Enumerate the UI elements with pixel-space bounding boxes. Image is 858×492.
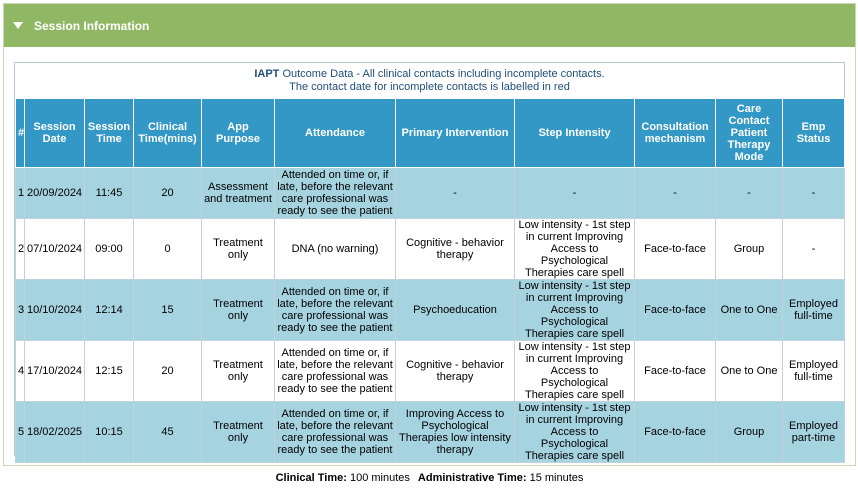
- cell-clinical-time: 0: [134, 219, 202, 280]
- time-summary: [15, 463, 844, 492]
- cell-session-time: 09:00: [85, 219, 134, 280]
- cell-attendance: Attended on time or, if late, before the relevant care professional was ready to see the patient: [275, 168, 396, 219]
- cell-therapy-mode: One to One: [716, 341, 783, 402]
- cell-consultation-mechanism: Face-to-face: [635, 280, 716, 341]
- session-information-panel: [3, 3, 856, 484]
- col-header-session-time: Session Time: [85, 99, 134, 168]
- cell-clinical-time: 45: [134, 402, 202, 463]
- cell-primary-intervention: Cognitive - behavior therapy: [396, 219, 515, 280]
- caption-line-1: [15, 68, 844, 81]
- cell-clinical-time: 20: [134, 168, 202, 219]
- cell-clinical-time: 20: [134, 341, 202, 402]
- caption-prefix: IAPT: [254, 67, 280, 80]
- cell-index: 2: [16, 219, 25, 280]
- cell-step-intensity: Low intensity - 1st step in current Improving Access to Psychological Therapies care spell: [515, 341, 635, 402]
- cell-index: 4: [16, 341, 25, 402]
- sessions-table: [15, 98, 845, 463]
- col-header-consultation-mechanism: Consultation mechanism: [635, 99, 716, 168]
- caption-line-2: The contact date for incomplete contacts is labelled in red: [289, 80, 570, 93]
- cell-step-intensity: Low intensity - 1st step in current Improving Access to Psychological Therapies care spell: [515, 402, 635, 463]
- cell-app-purpose: Treatment only: [202, 341, 275, 402]
- col-header-primary-intervention: Primary Intervention: [396, 99, 515, 168]
- cell-primary-intervention: Improving Access to Psychological Therapies low intensity therapy: [396, 402, 515, 463]
- table-row: [16, 168, 845, 219]
- cell-session-date: 18/02/2025: [25, 402, 85, 463]
- cell-consultation-mechanism: Face-to-face: [635, 341, 716, 402]
- col-header-attendance: Attendance: [275, 99, 396, 168]
- cell-therapy-mode: One to One: [716, 280, 783, 341]
- cell-session-time: 12:14: [85, 280, 134, 341]
- cell-emp-status: Employed full-time: [783, 341, 845, 402]
- cell-consultation-mechanism: Face-to-face: [635, 402, 716, 463]
- table-row: [16, 341, 845, 402]
- cell-session-time: 10:15: [85, 402, 134, 463]
- cell-step-intensity: -: [515, 168, 635, 219]
- cell-index: 3: [16, 280, 25, 341]
- cell-primary-intervention: Cognitive - behavior therapy: [396, 341, 515, 402]
- table-caption: [15, 63, 844, 98]
- cell-primary-intervention: -: [396, 168, 515, 219]
- table-row: [16, 219, 845, 280]
- cell-session-time: 12:15: [85, 341, 134, 402]
- col-header-index: #: [16, 99, 25, 168]
- cell-session-date: 07/10/2024: [25, 219, 85, 280]
- cell-therapy-mode: -: [716, 168, 783, 219]
- cell-emp-status: Employed part-time: [783, 402, 845, 463]
- cell-emp-status: -: [783, 168, 845, 219]
- cell-attendance: DNA (no warning): [275, 219, 396, 280]
- cell-emp-status: Employed full-time: [783, 280, 845, 341]
- cell-index: 1: [16, 168, 25, 219]
- col-header-step-intensity: Step Intensity: [515, 99, 635, 168]
- col-header-therapy-mode: Care Contact Patient Therapy Mode: [716, 99, 783, 168]
- clinical-time-value: 100 minutes: [349, 471, 410, 484]
- cell-therapy-mode: Group: [716, 219, 783, 280]
- cell-consultation-mechanism: -: [635, 168, 716, 219]
- cell-clinical-time: 15: [134, 280, 202, 341]
- collapse-triangle-icon[interactable]: [13, 22, 23, 29]
- col-header-app-purpose: App Purpose: [202, 99, 275, 168]
- clinical-time-summary: [276, 472, 410, 484]
- caption-line-1-text: Outcome Data - All clinical contacts including incomplete contacts.: [279, 67, 605, 80]
- col-header-emp-status: Emp Status: [783, 99, 845, 168]
- table-header-row: [16, 99, 845, 168]
- cell-session-date: 17/10/2024: [25, 341, 85, 402]
- administrative-time-label: Administrative Time:: [417, 471, 527, 484]
- clinical-time-label: Clinical Time:: [275, 471, 347, 484]
- cell-session-date: 10/10/2024: [25, 280, 85, 341]
- cell-step-intensity: Low intensity - 1st step in current Improving Access to Psychological Therapies care spell: [515, 280, 635, 341]
- cell-app-purpose: Treatment only: [202, 280, 275, 341]
- cell-index: 5: [16, 402, 25, 463]
- cell-therapy-mode: Group: [716, 402, 783, 463]
- session-information-header[interactable]: [4, 4, 855, 47]
- cell-app-purpose: Treatment only: [202, 402, 275, 463]
- panel-title: Session Information: [34, 18, 150, 33]
- col-header-session-date: Session Date: [25, 99, 85, 168]
- table-row: [16, 280, 845, 341]
- cell-primary-intervention: Psychoeducation: [396, 280, 515, 341]
- cell-consultation-mechanism: Face-to-face: [635, 219, 716, 280]
- cell-step-intensity: Low intensity - 1st step in current Improving Access to Psychological Therapies care spell: [515, 219, 635, 280]
- cell-attendance: Attended on time or, if late, before the relevant care professional was ready to see the patient: [275, 341, 396, 402]
- cell-attendance: Attended on time or, if late, before the relevant care professional was ready to see the patient: [275, 402, 396, 463]
- administrative-time-value: 15 minutes: [529, 471, 584, 484]
- outcome-data-container: [14, 62, 845, 484]
- cell-emp-status: -: [783, 219, 845, 280]
- cell-session-time: 11:45: [85, 168, 134, 219]
- administrative-time-summary: [418, 472, 583, 484]
- col-header-clinical-time: Clinical Time(mins): [134, 99, 202, 168]
- cell-app-purpose: Treatment only: [202, 219, 275, 280]
- cell-session-date: 20/09/2024: [25, 168, 85, 219]
- cell-app-purpose: Assessment and treatment: [202, 168, 275, 219]
- table-row: [16, 402, 845, 463]
- cell-attendance: Attended on time or, if late, before the relevant care professional was ready to see the patient: [275, 280, 396, 341]
